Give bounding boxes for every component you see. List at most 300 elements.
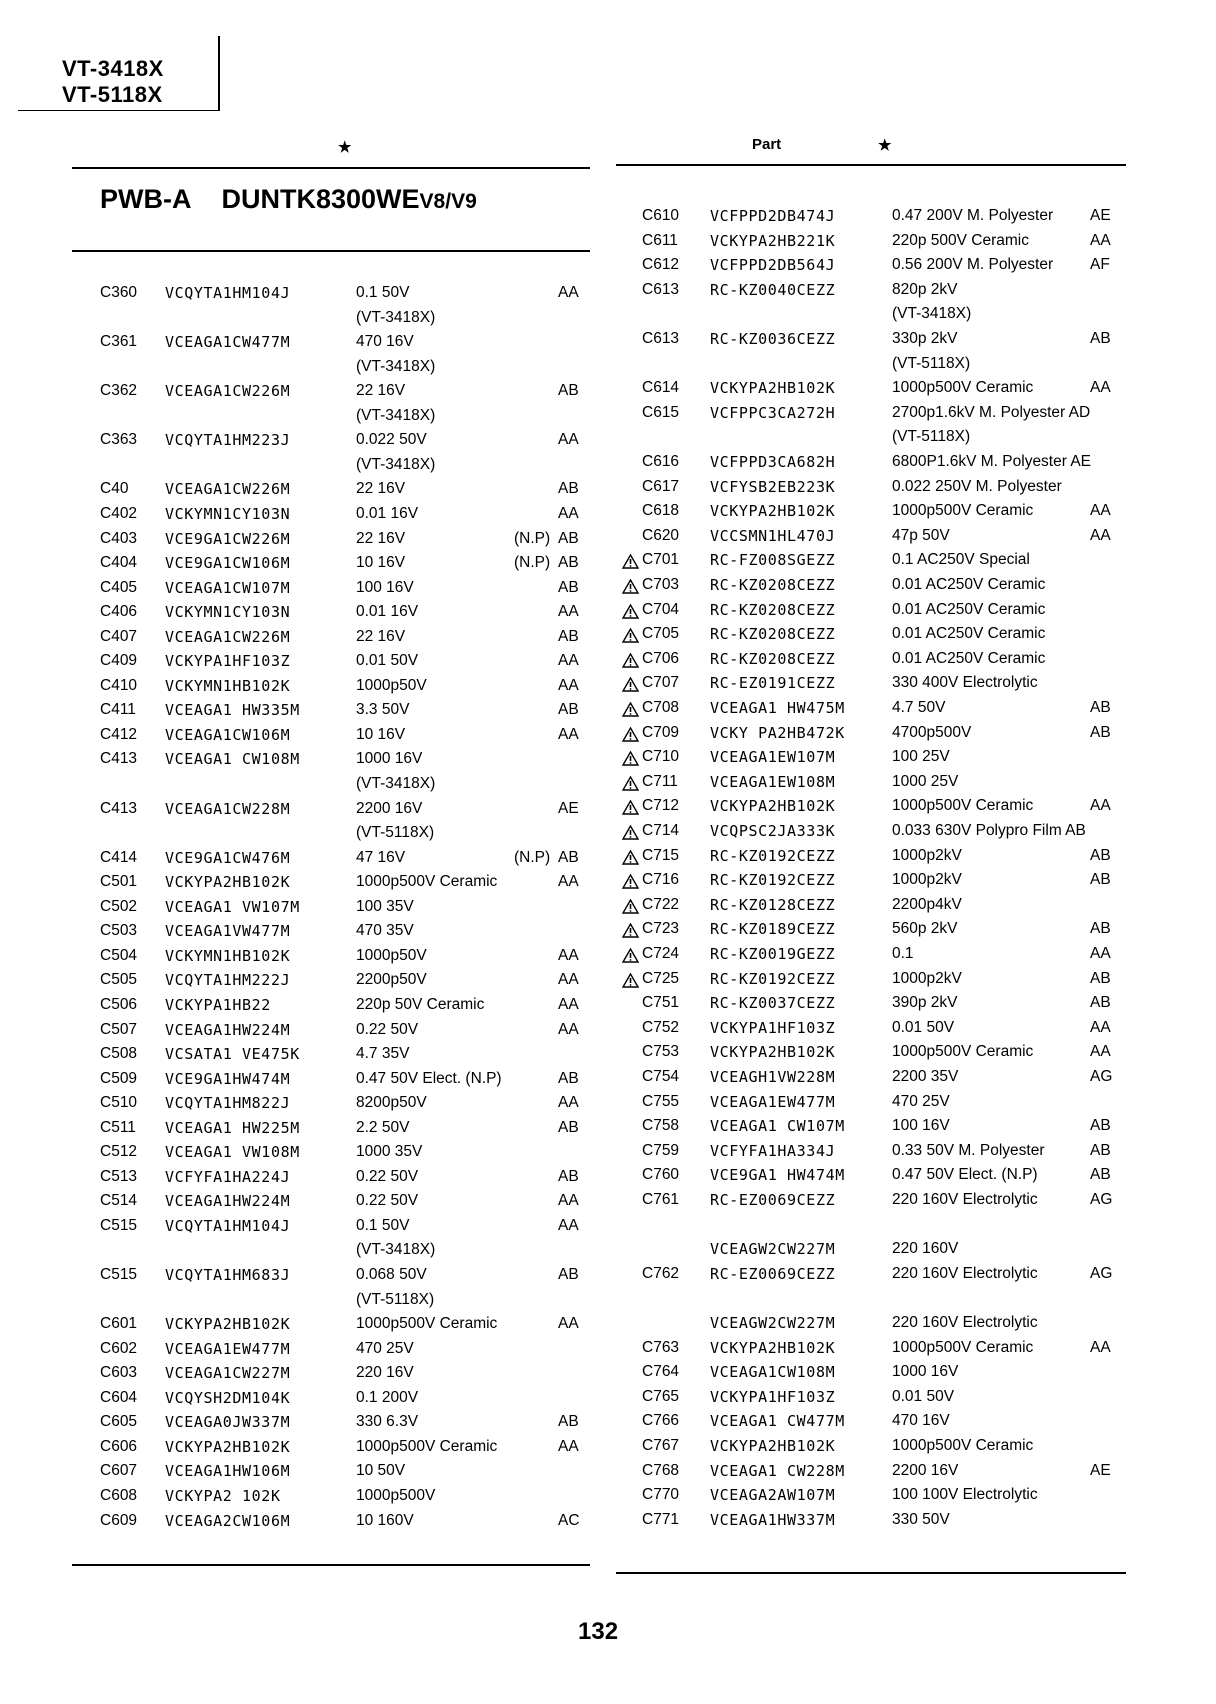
part-code: VCKYPA2 102K	[165, 1486, 281, 1505]
part-description: 4.7 35V	[356, 1045, 410, 1063]
np-note: (N.P)	[514, 848, 551, 866]
parts-row	[0, 478, 1216, 502]
part-description: 1000p2kV	[892, 846, 962, 864]
part-code: VCQPSC2JA333K	[710, 822, 836, 840]
part-description: (VT-3418X)	[356, 1241, 436, 1259]
parts-row	[0, 1388, 1216, 1412]
part-description: (VT-3418X)	[356, 406, 436, 424]
part-description: 0.022 250V M. Polyester	[892, 477, 1062, 495]
part-description: 470 35V	[356, 922, 414, 940]
ref-designator: C502	[100, 897, 138, 915]
part-code: VCKYMN1HB102K	[165, 946, 291, 965]
part-code: VCQYTA1HM104J	[165, 284, 291, 302]
price-rank: AB	[558, 529, 579, 547]
part-code: VCKYPA1HF103Z	[710, 1018, 836, 1037]
price-rank: AA	[558, 431, 579, 449]
part-code: VCFYSB2EB223K	[710, 477, 836, 496]
part-code: VCFYFA1HA224J	[165, 1167, 291, 1186]
part-description: 0.01 16V	[356, 603, 419, 621]
part-description: 22 16V	[356, 382, 406, 400]
price-rank: AB	[558, 627, 579, 645]
parts-row	[0, 207, 1216, 231]
part-code: RC-EZ0069CEZZ	[710, 1191, 836, 1209]
part-description: 1000p500V Ceramic	[892, 1338, 1034, 1356]
part-description: 470 16V	[356, 333, 414, 351]
ref-designator: C413	[100, 750, 138, 768]
price-rank: AA	[558, 1437, 579, 1455]
part-description: 0.1 50V	[356, 1216, 410, 1234]
part-code: RC-KZ0192CEZZ	[710, 846, 836, 865]
price-rank: AA	[558, 1216, 579, 1234]
parts-row	[0, 1437, 1216, 1461]
ref-designator: C514	[100, 1192, 138, 1210]
part-code: VCKYPA1HF103Z	[710, 1387, 836, 1406]
parts-row	[0, 379, 1216, 403]
parts-row	[0, 1412, 1216, 1436]
parts-row	[0, 945, 1216, 969]
ref-designator: C504	[100, 946, 138, 964]
part-description: 1000 16V	[356, 750, 423, 768]
ref-designator: C505	[100, 971, 138, 989]
part-code: RC-EZ0069CEZZ	[710, 1264, 836, 1283]
ref-designator: C503	[100, 922, 138, 940]
part-description: (VT-3418X)	[356, 308, 436, 326]
parts-row	[0, 601, 1216, 625]
rule-right-bottom	[616, 1572, 1126, 1574]
ref-designator: C715	[642, 846, 680, 864]
price-rank: AA	[558, 676, 579, 694]
price-rank: AB	[1090, 969, 1111, 987]
ref-designator: C509	[100, 1069, 138, 1087]
part-description: 100 100V Electrolytic	[892, 1486, 1038, 1504]
part-description: 47p 50V	[892, 526, 950, 544]
ref-designator: C714	[642, 822, 680, 839]
part-code: VCEAGA1CW108M	[710, 1363, 836, 1382]
ref-designator: C766	[642, 1412, 680, 1430]
price-rank: AB	[558, 848, 579, 866]
price-rank: AB	[558, 1266, 579, 1283]
part-code: VCKYPA2HB221K	[710, 231, 836, 250]
part-description: 1000 35V	[356, 1143, 423, 1161]
part-code: VCKYPA2HB102K	[710, 797, 836, 816]
ref-designator: C706	[642, 649, 680, 667]
part-description: 4700p500V	[892, 723, 972, 741]
part-code: VCE9GA1CW226M	[165, 529, 291, 548]
parts-row	[0, 920, 1216, 944]
part-description: 0.1 AC250V Special	[892, 551, 1030, 569]
price-rank: AB	[558, 578, 579, 596]
part-code: VCEAGA1CW226M	[165, 480, 291, 499]
price-rank: AB	[558, 701, 579, 719]
ref-designator: C614	[642, 379, 680, 397]
part-description: 1000p50V	[356, 676, 427, 694]
price-rank: AG	[1090, 1264, 1113, 1282]
price-rank: AB	[1090, 1117, 1111, 1135]
part-code: VCFPPC3CA272H	[710, 403, 836, 422]
parts-row	[0, 1117, 1216, 1141]
ref-designator: C608	[100, 1486, 138, 1504]
part-description: 0.01 AC250V Ceramic	[892, 600, 1046, 618]
price-rank: AB	[558, 1069, 579, 1087]
part-code: VCEAGA1CW227M	[165, 1364, 291, 1383]
part-code: VCEAGA1HW224M	[165, 1020, 291, 1039]
part-description: 0.56 200V M. Polyester	[892, 256, 1054, 274]
price-rank: AB	[1090, 871, 1111, 889]
ref-designator: C762	[642, 1264, 680, 1282]
ref-designator: C768	[642, 1461, 680, 1479]
part-description: 2200 35V	[892, 1068, 959, 1085]
ref-designator: C752	[642, 1018, 680, 1036]
part-description: 22 16V	[356, 529, 406, 547]
part-description: 2700p1.6kV M. Polyester AD	[892, 403, 1091, 421]
ref-designator: C616	[642, 453, 680, 470]
price-rank: AA	[1090, 1043, 1111, 1061]
part-code: VCKYMN1HB102K	[165, 676, 291, 695]
parts-row	[0, 773, 1216, 797]
part-description: 10 16V	[356, 725, 406, 743]
part-description: 470 25V	[356, 1339, 414, 1357]
part-description: 1000p2kV	[892, 969, 962, 987]
part-code: VCEAGA1 VW108M	[165, 1143, 300, 1162]
part-description: (VT-5118X)	[356, 1290, 435, 1308]
price-rank: AB	[558, 382, 579, 400]
ref-designator: C765	[642, 1387, 680, 1405]
price-rank: AA	[558, 873, 579, 891]
ref-designator: C710	[642, 748, 680, 766]
ref-designator: C407	[100, 627, 138, 645]
price-rank: AB	[1090, 846, 1111, 864]
part-description: 220 160V Electrolytic	[892, 1314, 1038, 1331]
part-description: 220p 500V Ceramic	[892, 231, 1029, 249]
parts-row	[0, 1093, 1216, 1117]
part-description: 220 16V	[356, 1364, 414, 1382]
part-code: RC-EZ0191CEZZ	[710, 674, 836, 693]
parts-row	[0, 527, 1216, 551]
parts-row	[0, 1142, 1216, 1166]
ref-designator: C704	[642, 600, 680, 618]
part-code: VCQYTA1HM222J	[165, 971, 291, 990]
parts-row	[0, 1486, 1216, 1510]
price-rank: AA	[558, 504, 579, 522]
part-description: (VT-5118X)	[356, 824, 435, 842]
part-code: VCQYTA1HM104J	[165, 1216, 291, 1235]
part-description: 6800P1.6kV M. Polyester AE	[892, 453, 1092, 470]
part-code: RC-KZ0040CEZZ	[710, 280, 836, 299]
price-rank: AA	[558, 1020, 579, 1038]
price-rank: AB	[1090, 1141, 1111, 1159]
part-code: VCEAGA1CW106M	[165, 725, 291, 744]
ref-designator: C414	[100, 848, 138, 866]
part-code: VCKYPA2HB102K	[710, 1437, 836, 1455]
ref-designator: C620	[642, 526, 680, 544]
parts-row	[0, 994, 1216, 1018]
part-description: 2200 16V	[356, 799, 423, 817]
ref-designator: C412	[100, 725, 138, 743]
ref-designator: C613	[642, 280, 680, 298]
ref-designator: C701	[642, 551, 680, 569]
part-code: VCCSMN1HL470J	[710, 526, 836, 545]
part-code: VCEAGA1 CW228M	[710, 1461, 845, 1480]
parts-row	[0, 428, 1216, 452]
part-description: 0.01 16V	[356, 504, 419, 522]
ref-designator: C602	[100, 1339, 138, 1357]
parts-row	[0, 1019, 1216, 1043]
part-code: VCEAGA2CW106M	[165, 1511, 291, 1530]
price-rank: AA	[1090, 379, 1111, 397]
price-rank: AF	[1090, 256, 1110, 274]
part-code: VCKYPA2HB102K	[710, 379, 836, 398]
ref-designator: C771	[642, 1510, 680, 1528]
part-code: VCEAGW2CW227M	[710, 1314, 836, 1332]
parts-row	[0, 699, 1216, 723]
part-code: VCFPPD2DB564J	[710, 256, 836, 275]
ref-designator: C507	[100, 1020, 138, 1038]
part-code: RC-KZ0019GEZZ	[710, 945, 836, 963]
part-code: VCQYTA1HM822J	[165, 1094, 291, 1113]
ref-designator: C703	[642, 576, 680, 593]
ref-designator: C711	[642, 772, 678, 790]
part-code: VCKYPA2HB102K	[165, 1437, 291, 1456]
part-description: 1000p500V Ceramic	[892, 502, 1034, 520]
part-description: 0.47 50V Elect. (N.P)	[356, 1069, 502, 1087]
part-code: VCEAGW2CW227M	[710, 1240, 836, 1259]
ref-designator: C761	[642, 1191, 680, 1208]
part-code: RC-KZ0192CEZZ	[710, 871, 836, 890]
price-rank: AA	[558, 995, 579, 1013]
parts-row	[0, 1216, 1216, 1240]
ref-designator: C413	[100, 799, 138, 817]
price-rank: AA	[1090, 797, 1111, 815]
model-header	[18, 36, 220, 111]
price-rank: AB	[558, 1167, 579, 1185]
parts-row	[0, 1462, 1216, 1486]
rule-right-top	[616, 164, 1126, 166]
ref-designator: C404	[100, 554, 138, 572]
part-code: VCEAGA1EW477M	[165, 1339, 291, 1358]
part-description: 3.3 50V	[356, 701, 410, 719]
ref-designator: C707	[642, 674, 680, 692]
ref-designator: C612	[642, 256, 680, 274]
price-rank: AA	[1090, 1018, 1111, 1036]
part-description: 0.01 50V	[892, 1387, 955, 1405]
part-description: 0.1 50V	[356, 284, 410, 301]
part-description: 820p 2kV	[892, 280, 958, 298]
part-description: 22 16V	[356, 627, 406, 645]
part-description: 1000 25V	[892, 772, 959, 790]
price-rank: AB	[1090, 994, 1111, 1012]
ref-designator: C613	[642, 330, 680, 347]
part-label: Part	[752, 136, 782, 153]
title-prefix: PWB-A	[100, 184, 192, 214]
part-description: (VT-3418X)	[892, 305, 972, 323]
part-description: 220p 50V Ceramic	[356, 995, 485, 1013]
part-code: VCEAGA1 CW477M	[710, 1412, 845, 1431]
part-description: 1000 16V	[892, 1363, 959, 1381]
part-code: VCFPPD2DB474J	[710, 207, 836, 225]
price-rank: AC	[558, 1511, 580, 1529]
ref-designator: C603	[100, 1364, 138, 1382]
part-description: 0.22 50V	[356, 1192, 419, 1210]
parts-row	[0, 1166, 1216, 1190]
part-code: VCEAGH1VW228M	[710, 1068, 836, 1086]
parts-row	[0, 576, 1216, 600]
ref-designator: C360	[100, 284, 138, 301]
ref-designator: C501	[100, 873, 138, 891]
part-description: 330 50V	[892, 1510, 950, 1528]
part-code: VCKYMN1CY103N	[165, 504, 291, 523]
price-rank: AB	[1090, 723, 1111, 741]
ref-designator: C712	[642, 797, 680, 815]
parts-row	[0, 871, 1216, 895]
price-rank: AA	[558, 971, 579, 989]
part-description: 0.1 200V	[356, 1388, 419, 1406]
ref-designator: C724	[642, 945, 680, 962]
ref-designator: C609	[100, 1511, 138, 1529]
part-code: VCEAGA1CW107M	[165, 578, 291, 597]
model-name-2: VT-5118X	[62, 82, 163, 107]
ref-designator: C410	[100, 676, 138, 694]
part-description: 0.22 50V	[356, 1167, 419, 1185]
part-description: 2200p4kV	[892, 895, 962, 913]
part-description: 560p 2kV	[892, 920, 958, 938]
price-rank: AA	[1090, 945, 1111, 962]
part-code: VCKY PA2HB472K	[710, 723, 845, 742]
part-description: 220 160V	[892, 1240, 959, 1258]
part-code: VCEAGA1CW226M	[165, 382, 291, 401]
ref-designator: C511	[100, 1118, 136, 1136]
part-description: 330 6.3V	[356, 1413, 419, 1431]
parts-row	[0, 1191, 1216, 1215]
price-rank: AA	[1090, 1338, 1111, 1356]
part-code: VCQYSH2DM104K	[165, 1388, 291, 1407]
parts-row	[0, 896, 1216, 920]
price-rank: AB	[1090, 330, 1111, 347]
ref-designator: C508	[100, 1045, 138, 1063]
part-description: 390p 2kV	[892, 994, 958, 1012]
ref-designator: C606	[100, 1437, 138, 1455]
part-code: VCE9GA1CW106M	[165, 554, 291, 573]
parts-row	[0, 1289, 1216, 1313]
star-marker-right: ★	[878, 137, 892, 154]
ref-designator: C755	[642, 1092, 680, 1110]
parts-row	[0, 355, 1216, 379]
ref-designator: C751	[642, 994, 680, 1012]
part-code: VCEAGA1CW228M	[165, 799, 291, 818]
parts-row	[0, 650, 1216, 674]
part-description: 1000p500V Ceramic	[892, 379, 1034, 397]
part-description: 0.01 AC250V Ceramic	[892, 576, 1046, 593]
part-code: VCE9GA1CW476M	[165, 848, 291, 867]
part-code: VCE9GA1HW474M	[165, 1069, 291, 1088]
parts-row	[0, 822, 1216, 846]
ref-designator: C764	[642, 1363, 680, 1381]
parts-row	[0, 1240, 1216, 1264]
page-number: 132	[578, 1618, 619, 1645]
part-code: VCFPPD3CA682H	[710, 453, 836, 471]
part-code: VCEAGA1 CW108M	[165, 750, 300, 769]
part-description: (VT-5118X)	[892, 354, 971, 372]
rule-left-top	[72, 167, 590, 169]
ref-designator: C759	[642, 1141, 680, 1159]
parts-row	[0, 970, 1216, 994]
ref-designator: C506	[100, 995, 138, 1013]
part-code: VCEAGA1HW337M	[710, 1510, 836, 1529]
part-description: 0.47 200V M. Polyester	[892, 207, 1054, 224]
part-code: VCEAGA1VW477M	[165, 922, 291, 941]
part-description: 8200p50V	[356, 1094, 427, 1112]
parts-row	[0, 674, 1216, 698]
price-rank: AB	[1090, 1166, 1111, 1184]
ref-designator: C402	[100, 504, 138, 522]
part-code: VCKYPA1HB22	[165, 995, 271, 1014]
ref-designator: C723	[642, 920, 680, 938]
part-description: 22 16V	[356, 480, 406, 498]
ref-designator: C615	[642, 403, 680, 421]
np-note: (N.P)	[514, 529, 551, 547]
parts-row	[0, 724, 1216, 748]
price-rank: AB	[558, 1118, 579, 1136]
ref-designator: C708	[642, 699, 680, 716]
part-code: VCKYPA2HB102K	[710, 502, 836, 521]
part-description: 0.1	[892, 945, 914, 962]
part-code: RC-FZ008SGEZZ	[710, 551, 836, 570]
ref-designator: C617	[642, 477, 680, 495]
parts-row	[0, 281, 1216, 305]
rule-left-bottom	[72, 1564, 590, 1566]
part-description: (VT-5118X)	[892, 428, 971, 446]
part-description: 470 25V	[892, 1092, 950, 1110]
part-description: (VT-3418X)	[356, 775, 436, 792]
part-description: 1000p2kV	[892, 871, 962, 889]
parts-row	[0, 797, 1216, 821]
part-description: 2200p50V	[356, 971, 427, 989]
ref-designator: C403	[100, 529, 138, 547]
part-code: VCEAGA1HW106M	[165, 1462, 291, 1481]
part-description: 1000p50V	[356, 946, 427, 964]
part-description: 470 16V	[892, 1412, 950, 1430]
ref-designator: C770	[642, 1486, 680, 1504]
part-description: 100 35V	[356, 897, 414, 915]
part-code: VCKYPA2HB102K	[710, 1043, 836, 1062]
part-code: VCKYPA2HB102K	[165, 873, 291, 892]
part-code: VCEAGA2AW107M	[710, 1486, 836, 1505]
price-rank: AA	[1090, 526, 1111, 544]
part-description: (VT-3418X)	[356, 455, 436, 473]
part-code: RC-KZ0208CEZZ	[710, 649, 836, 668]
price-rank: AA	[558, 725, 579, 743]
part-code: VCEAGA0JW337M	[165, 1413, 291, 1432]
part-code: VCKYPA2HB102K	[165, 1315, 291, 1334]
price-rank: AB	[1090, 920, 1111, 938]
part-description: 1000p500V Ceramic	[356, 873, 498, 891]
part-code: VCEAGA1EW107M	[710, 748, 836, 767]
part-description: 1000p500V Ceramic	[892, 1043, 1034, 1061]
price-rank: AA	[1090, 502, 1111, 520]
part-code: VCEAGA1 HW335M	[165, 701, 300, 720]
ref-designator: C406	[100, 603, 138, 621]
price-rank: AA	[558, 652, 579, 670]
ref-designator: C512	[100, 1143, 138, 1161]
part-code: VCFYFA1HA334J	[710, 1141, 836, 1160]
ref-designator: C760	[642, 1166, 680, 1184]
part-code: VCEAGA1HW224M	[165, 1192, 291, 1211]
part-code: RC-KZ0189CEZZ	[710, 920, 836, 939]
ref-designator: C513	[100, 1167, 138, 1185]
ref-designator: C604	[100, 1388, 138, 1406]
parts-row	[0, 453, 1216, 477]
part-description: 4.7 50V	[892, 699, 946, 716]
parts-row	[0, 305, 1216, 329]
